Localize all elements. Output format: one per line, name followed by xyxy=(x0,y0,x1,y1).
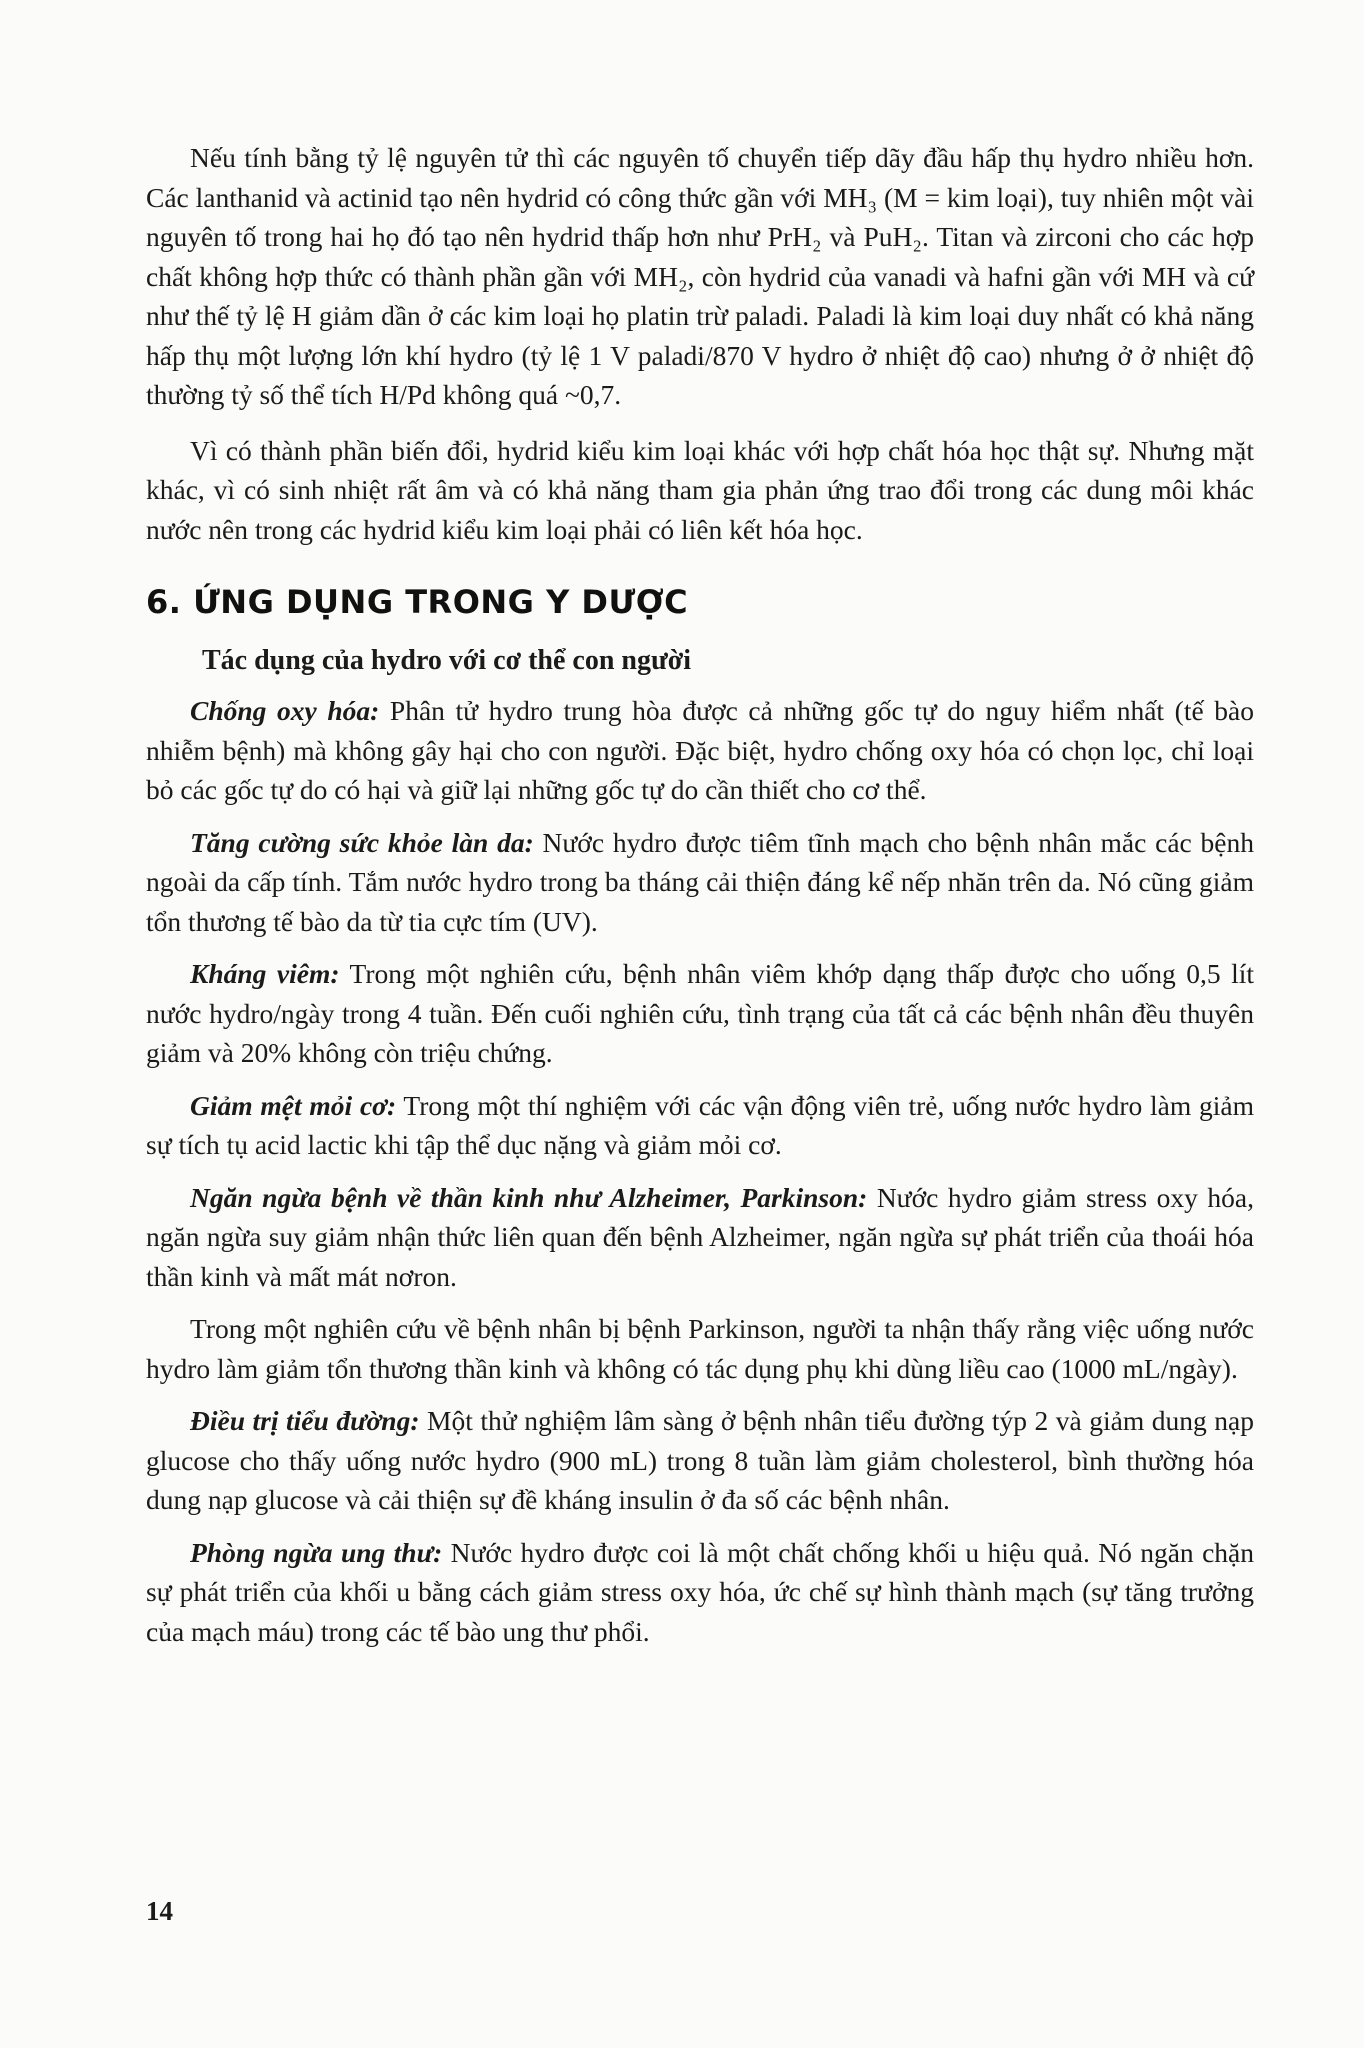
paragraph-neuro-disease xyxy=(146,1178,1254,1297)
paragraph-lead: Giảm mệt mỏi cơ: xyxy=(190,1089,397,1121)
paragraph-text: Nước hydro được coi là một chất chống khối u hiệu quả. Nó ngăn chặn sự phát triển của khối u bằng cách giảm stress oxy hóa, ức chế sự hình thành mạch (sự tăng trưởng của mạch máu) trong các tế bào ung thư phổi. xyxy=(146,1536,1254,1647)
paragraph-diabetes xyxy=(146,1401,1254,1520)
paragraph-skin-health xyxy=(146,823,1254,942)
paragraph-lead: Điều trị tiểu đường: xyxy=(190,1405,420,1436)
paragraph-text: Nước hydro giảm stress oxy hóa, ngăn ngừa suy giảm nhận thức liên quan đến bệnh Alzheimer, ngăn ngừa sự phát triển của thoái hóa thần kinh và mất mát nơron. xyxy=(146,1181,1254,1292)
paragraph-text: Trong một thí nghiệm với các vận động viên trẻ, uống nước hydro làm giảm sự tích tụ acid lactic khi tập thể dục nặng và giảm mỏi cơ. xyxy=(146,1089,1255,1160)
paragraph-text: Nước hydro được tiêm tĩnh mạch cho bệnh nhân mắc các bệnh ngoài da cấp tính. Tắm nước hydro trong ba tháng cải thiện đáng kể nếp nhăn trên da. Nó cũng giảm tổn thương tế bào da từ tia cực tím (UV). xyxy=(146,826,1254,937)
paragraph-text: Một thử nghiệm lâm sàng ở bệnh nhân tiểu đường týp 2 và giảm dung nạp glucose cho thấy uống nước hydro (900 mL) trong 8 tuần làm giảm cholesterol, bình thường hóa dung nạp glucose và cải thiện sự đề kháng insulin ở đa số các bệnh nhân. xyxy=(146,1405,1254,1515)
paragraph-parkinson-study xyxy=(146,1309,1254,1388)
paragraph-antioxidant xyxy=(146,691,1254,810)
paragraph-cancer-prevention xyxy=(146,1533,1254,1652)
section-subheading: Tác dụng của hydro với cơ thể con người xyxy=(202,645,692,676)
paragraph-text: Phân tử hydro trung hòa được cả những gốc tự do nguy hiểm nhất (tế bào nhiễm bệnh) mà không gây hại cho con người. Đặc biệt, hydro chống oxy hóa có chọn lọc, chỉ loại bỏ các gốc tự do có hại và giữ lại những gốc tự do cần thiết cho cơ thể. xyxy=(146,695,1254,805)
intro-paragraph-2: Vì có thành phần biến đổi, hydrid kiểu kim loại khác với hợp chất hóa học thật sự. Nhưng mặt khác, vì có sinh nhiệt rất âm và có khả năng tham gia phản ứng trao đổi trong các dung môi khác nước nên trong các hydrid kiểu kim loại phải có liên kết hóa học. xyxy=(146,434,1254,545)
page-content xyxy=(146,138,1254,1664)
paragraph-text: Trong một nghiên cứu, bệnh nhân viêm khớp dạng thấp được cho uống 0,5 lít nước hydro/ngày trong 4 tuần. Đến cuối nghiên cứu, tình trạng của tất cả các bệnh nhân đều thuyên giảm và 20% không còn triệu chứng. xyxy=(146,958,1254,1068)
paragraph-muscle-fatigue xyxy=(146,1086,1254,1165)
paragraph-lead: Ngăn ngừa bệnh về thần kinh như Alzheimer, Parkinson: xyxy=(190,1181,868,1213)
intro-paragraph-1: Nếu tính bằng tỷ lệ nguyên tử thì các nguyên tố chuyển tiếp dãy đầu hấp thụ hydro nhiều hơn. Các lanthanid và actinid tạo nên hydrid có công thức gần với MH₃ (M = kim loại), tuy nhiên một vài nguyên tố trong hai họ đó tạo nên hydrid thấp hơn như PrH₂ và PuH₂. Titan và zirconi cho các hợp chất không hợp thức có thành phần gần với MH₂, còn hydrid của vanadi và hafni gần với MH và cứ như thế tỷ lệ H giảm dần ở các kim loại họ platin trừ paladi. Paladi là kim loại duy nhất có khả năng hấp thụ một lượng lớn khí hydro (tỷ lệ 1 V paladi/870 V hydro ở nhiệt độ cao) nhưng ở ở nhiệt độ thường tỷ số thể tích H/Pd không quá ~0,7. xyxy=(146,142,1254,410)
section-heading: 6. ỨNG DỤNG TRONG Y DƯỢC xyxy=(146,583,689,621)
page-number: 14 xyxy=(146,1896,173,1926)
paragraph-lead: Chống oxy hóa: xyxy=(190,695,380,726)
paragraph-lead: Tăng cường sức khỏe làn da: xyxy=(190,826,534,858)
paragraph-lead: Kháng viêm: xyxy=(190,958,340,989)
paragraph-lead: Phòng ngừa ung thư: xyxy=(190,1536,443,1568)
paragraph-text: Trong một nghiên cứu về bệnh nhân bị bệnh Parkinson, người ta nhận thấy rằng việc uống nước hydro làm giảm tổn thương thần kinh và không có tác dụng phụ khi dùng liều cao (1000 mL/ngày). xyxy=(146,1313,1254,1384)
paragraph-anti-inflammatory xyxy=(146,954,1254,1073)
